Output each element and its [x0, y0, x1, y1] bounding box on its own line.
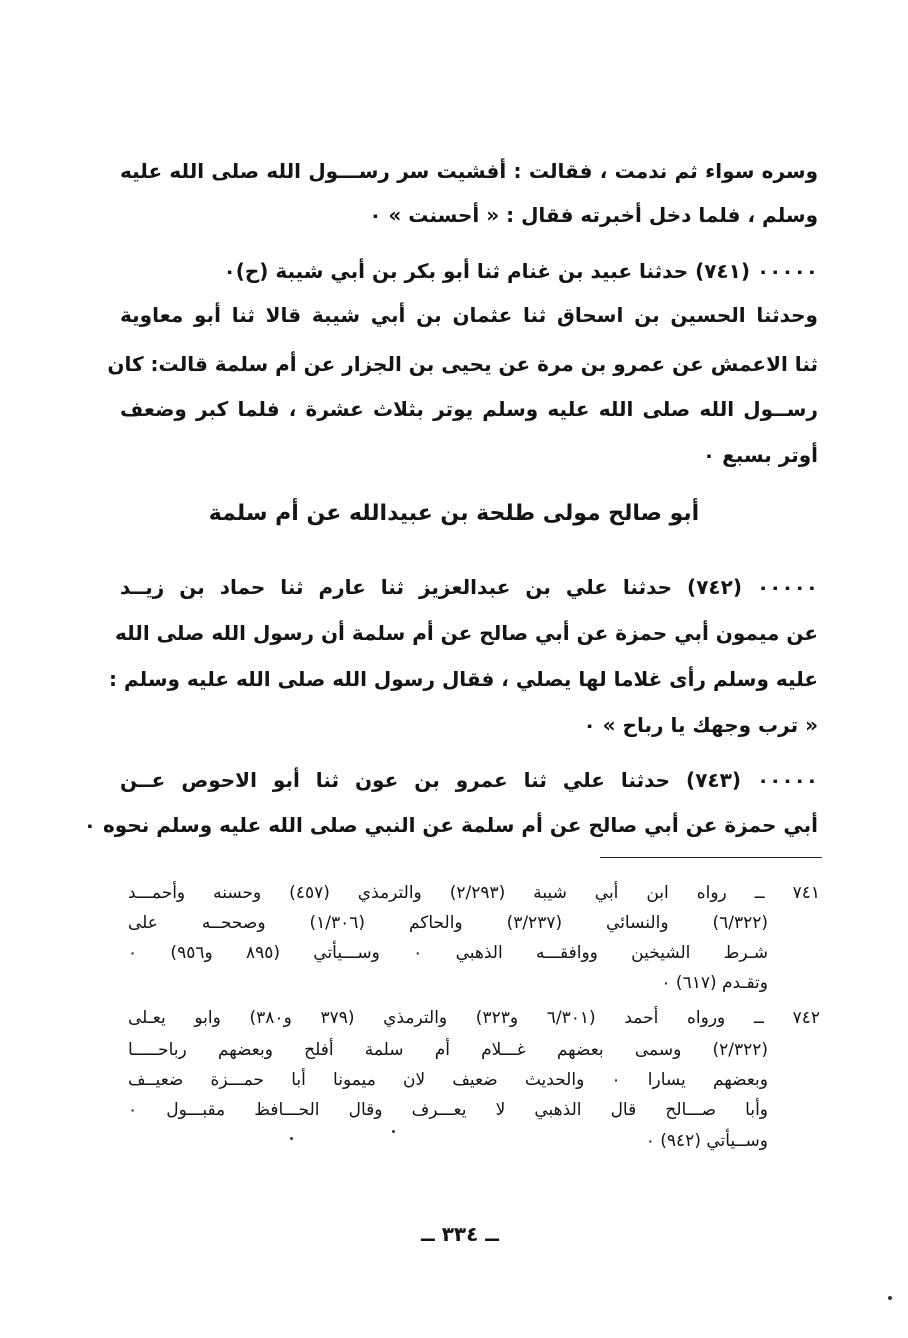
section-heading: أبو صالح مولى طلحة بن عبيدالله عن أم سلمة — [208, 501, 700, 526]
page-number: ــ ٣٣٤ ــ — [421, 1222, 499, 1246]
footnote-line: (٢/٣٢٢) وسمى بعضهم غـــلام أم سلمة أفلح وبعضهم رباحـــــا — [128, 1040, 768, 1060]
footnote-separator — [600, 857, 822, 858]
body-line: « ترب وجهك يا رباح » ٠ — [583, 713, 818, 737]
body-line: أوتر بسبع ٠ — [702, 443, 818, 467]
hadith-741-line: ٠٠٠٠٠ (٧٤١) حدثنا عبيد بن غنام ثنا أبو بكر بن أبي شيبة (ح)٠ — [223, 259, 818, 283]
footnote-line: وبعضهم يسارا ٠ والحديث ضعيف لان ميمونا أبا حمـــزة ضعيــف — [128, 1070, 768, 1090]
footnote-line: شـرط الشيخين ووافقـــه الذهبي ٠ وســـيأتي (٨٩٥ و٩٥٦) ٠ — [128, 943, 769, 963]
hadith-743-line: ٠٠٠٠٠ (٧٤٣) حدثنا علي ثنا عمرو بن عون ثنا أبو الاحوص عــن — [120, 768, 818, 792]
body-line: عن ميمون أبي حمزة عن أبي صالح عن أم سلمة أن رسول الله صلى الله — [115, 621, 818, 645]
body-line: رســول الله صلى الله عليه وسلم يوتر بثلاث عشرة ، فلما كبر وضعف — [120, 397, 818, 421]
body-line: وسلم ، فلما دخل أخبرته فقال : « أحسنت » ٠ — [369, 203, 818, 227]
footnote-line: وســيأتي (٩٤٢) ٠ — [645, 1131, 768, 1151]
print-speck — [392, 1130, 395, 1133]
footnote-line: وتقـدم (٦١٧) ٠ — [661, 973, 768, 993]
body-line: أبي حمزة عن أبي صالح عن أم سلمة عن النبي صلى الله عليه وسلم نحوه ٠ — [83, 813, 818, 837]
body-line: وحدثنا الحسين بن اسحاق ثنا عثمان بن أبي شيبة قالا ثنا أبو معاوية — [120, 303, 818, 327]
footnote-741-line: ٧٤١ ــ رواه ابن أبي شيبة (٢/٢٩٣) والترمذي (٤٥٧) وحسنه وأحمـــد — [128, 883, 821, 903]
print-speck — [888, 1296, 892, 1300]
print-speck — [290, 1137, 293, 1140]
body-line: ثنا الاعمش عن عمرو بن مرة عن يحيى بن الجزار عن أم سلمة قالت: كان — [107, 352, 818, 376]
footnote-line: (٦/٣٢٢) والنسائي (٣/٢٣٧) والحاكم (١/٣٠٦) وصححــه على — [128, 913, 768, 933]
body-line: عليه وسلم رأى غلاما لها يصلي ، فقال رسول الله صلى الله عليه وسلم : — [109, 667, 818, 691]
hadith-742-line: ٠٠٠٠٠ (٧٤٢) حدثنا علي بن عبدالعزيز ثنا عارم ثنا حماد بن زيــد — [120, 575, 818, 599]
footnote-line: وأبا صـــالح قال الذهبي لا يعـــرف وقال الحـــافظ مقبـــول ٠ — [128, 1100, 768, 1120]
body-line: وسره سواء ثم ندمت ، فقالت : أفشيت سر رســـول الله صلى الله عليه — [120, 159, 818, 183]
footnote-742-line: ٧٤٢ ــ ورواه أحمد (٦/٣٠١ و٣٢٣) والترمذي (٣٧٩ و٣٨٠) وابو يعـلى — [128, 1008, 820, 1028]
